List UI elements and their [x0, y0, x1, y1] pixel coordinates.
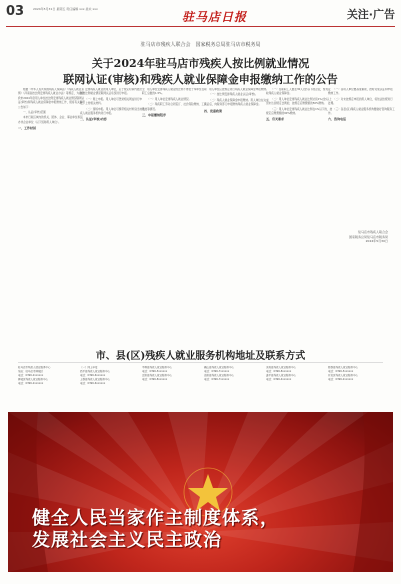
list-item: 正阳县残疾人就业服务中心 [142, 373, 173, 377]
issue-meta: 2024年5月31日 星期五 责任编辑 xxx 美术 xxx [33, 7, 98, 11]
list-item: 驿城区残疾人就业服务中心 [18, 377, 49, 381]
list-item: 电话：0396-7xxxxxx [204, 369, 230, 373]
paragraph: （一）各用人单位要高度重视，按时完成认证和申报缴纳工作。 [328, 88, 393, 96]
list-item: 地址：驻马店市驿城区 [18, 369, 44, 373]
list-item: 平舆县残疾人就业服务中心 [142, 366, 173, 369]
list-item: 电话：0396-6xxxxxx [80, 381, 106, 385]
paragraph: （一）用人单位安排残疾人就业情况。 [147, 97, 192, 101]
paragraph: （一）按比例安排残疾人就业认证(审核)。 [209, 93, 258, 97]
section-heading: 四、优惠政策 [204, 108, 223, 113]
announcement-issuer: 驻马店市残疾人联合会 国家税务总局驻马店市税务局 [140, 42, 261, 48]
list-item: 电话：0396-5xxxxxx [328, 369, 354, 373]
banner-headline-line1: 健全人民当家作主制度体系， [32, 508, 279, 529]
closing-line: 国家税务总局驻马店市税务局 [348, 234, 388, 239]
body-column-3 [142, 88, 209, 343]
list-item: 电话：0396-2xxxxxx [328, 377, 354, 381]
list-item: （一）网上申报 [80, 366, 98, 369]
paragraph: （三）用人单位安排残疾人就业比例在1%以下的，按规定应缴费额的90%缴纳。 [266, 107, 333, 116]
list-item: 汝南县残疾人就业服务中心 [266, 366, 297, 369]
paragraph: 本市行政区域内的机关、团体、企业、事业单位和民办非企业单位（以下统称用人单位）。 [18, 116, 83, 124]
list-item: 电话：0396-5xxxxxx [142, 369, 168, 373]
page-number: 03 [6, 4, 25, 19]
list-item: 电话：0396-8xxxxxx [142, 377, 168, 381]
body-column-6 [328, 88, 395, 343]
paragraph: （二）残疾人就业保障金申报缴纳。用人单位在完成认证后，向税务部门申报缴纳残疾人就业保障金。 [204, 98, 269, 107]
paragraph: 一、认证(审核)范围 [23, 111, 46, 115]
paragraph: （三）各县(区)残疾人就业服务机构要做好咨询服务工作。 [328, 107, 395, 116]
section-name: 关注·广告 [346, 8, 395, 21]
propaganda-banner [8, 412, 393, 572]
list-item: 驻马店市残疾人就业服务中心 [18, 366, 51, 369]
body-column-1 [18, 88, 85, 343]
body-column-2 [80, 88, 147, 343]
paragraph: （二）残疾职工劳动合同签订、社会保险缴纳、工资发放等情况。 [142, 103, 207, 111]
paragraph: 用人单位安排残疾人就业的比例不得低于本单位在职职工总数的1.5%。 [142, 88, 207, 96]
announcement-closing [318, 230, 388, 244]
service-list [18, 366, 388, 410]
banner-headline-line2: 发展社会主义民主政治 [32, 530, 222, 551]
service-column [80, 366, 138, 410]
list-item: 确山县残疾人就业服务中心 [204, 366, 235, 369]
service-column [266, 366, 324, 410]
list-item: 电话：0396-4xxxxxx [266, 377, 292, 381]
announcement-title-line1: 关于2024年驻马店市残疾人按比例就业情况 [91, 57, 310, 70]
body-column-4 [204, 88, 271, 343]
body-column-5 [266, 88, 333, 343]
section-heading: 六、咨询电话 [328, 117, 347, 122]
section-heading: 一、工作时间 [18, 126, 37, 131]
list-item: 遂平县残疾人就业服务中心 [266, 373, 297, 377]
newspaper-logo: 驻马店日报 [182, 10, 248, 24]
list-item: 上蔡县残疾人就业服务中心 [80, 377, 111, 381]
list-item: 电话：0396-2xxxxxx [18, 381, 44, 385]
service-column [204, 366, 262, 410]
divider [18, 362, 383, 363]
list-item: 电话：0396-8xxxxxx [266, 369, 292, 373]
header-rule [6, 26, 395, 27]
section-heading: 二、认证(审核)内容 [80, 117, 107, 122]
section-heading: 五、有关要求 [266, 117, 285, 122]
paragraph: （二）现场申报。用人单位可携带相关材料到当地残疾人就业服务机构进行申报。 [80, 107, 145, 116]
list-item: 新蔡县残疾人就业服务中心 [328, 366, 359, 369]
list-item: 电话：0396-7xxxxxx [204, 377, 230, 381]
service-column [142, 366, 200, 410]
list-item: 西平县残疾人就业服务中心 [80, 369, 111, 373]
section-heading: 三、申报缴纳程序 [142, 113, 167, 118]
paragraph: 根据《中华人民共和国残疾人保障法》《残疾人就业条例》《河南省按比例安排残疾人就业办法》等规定，为做好我市2024年度用人单位按比例安排残疾人就业情况联网认证(审核)和残疾人就业保障金申报缴纳工作，现将有关事项公告如下： [18, 88, 85, 109]
closing-line: 驻马店市残疾人联合会 [357, 230, 388, 234]
paragraph: 用人单位应按规定进行残疾人就业保障金申报缴纳。 [209, 88, 269, 91]
announcement-title-line2: 联网认证(审核)和残疾人就业保障金申报缴纳工作的公告 [63, 73, 338, 86]
paragraph: （二）对未按规定申报的用人单位，将依法依规进行处理。 [328, 97, 393, 106]
list-item: 电话：0396-6xxxxxx [80, 373, 106, 377]
paragraph: （一）网上申报。用人单位可登录相关网站进行申报，上传相关材料。 [80, 97, 143, 106]
list-item: 开发区残疾人就业服务中心 [328, 373, 359, 377]
list-item: 电话：0396-2xxxxxx [18, 373, 44, 377]
service-column [328, 366, 386, 410]
paragraph: （二）用人单位安排残疾人就业比例达到1%(含)以上但未达到规定比例的，按规定应缴费额的50%缴纳。 [266, 97, 332, 106]
service-column [18, 366, 76, 410]
page-header [6, 4, 395, 34]
service-list-title: 市、县(区)残疾人就业服务机构地址及联系方式 [95, 351, 306, 362]
paragraph: 安排残疾人就业的用人单位，应于规定时间内通过全国按比例就业情况联网认证系统进行申报。 [80, 88, 145, 96]
closing-date: 2024年5月30日 [365, 239, 388, 244]
paragraph: （一）在职职工人数在30人(含)以下的企业，暂免征收残疾人就业保障金。 [266, 88, 331, 96]
announcement-body [18, 88, 395, 343]
list-item: 泌阳县残疾人就业服务中心 [204, 373, 235, 377]
